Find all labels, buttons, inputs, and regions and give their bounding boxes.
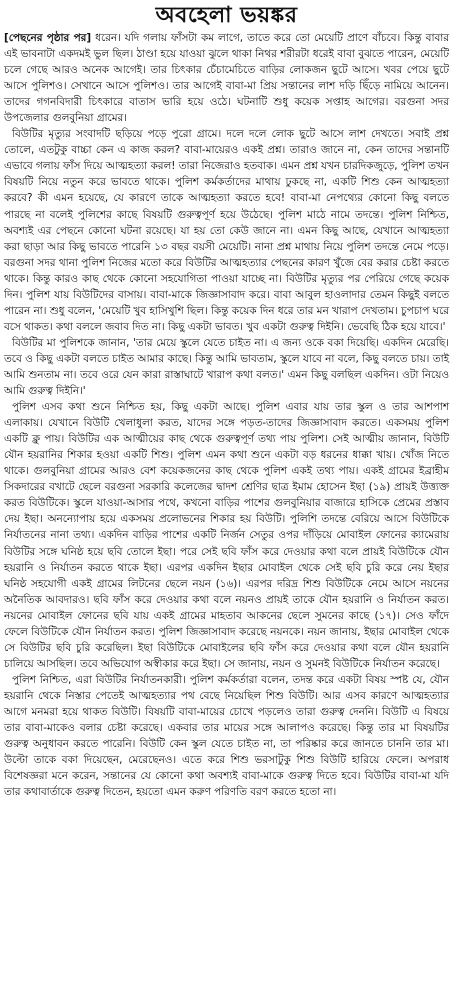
paragraph-text: ধরেন। যদি গলায় ফাঁসটা কম লাগে, তাতে করে তো মেয়েটি প্রাণে বাঁচবে। কিন্তু বাবার এই ভাবনাটা একদমই ভুল ছিল। ঠাণ্ডা হয়ে যাওয়া ঝুলে থাকা নিথর শরীরটা ধরেই বাবা বুঝতে পারেন, মেয়েটি চলে গেছে আরও অনেক আগেই। তার চিৎকার চেঁচামেচিতে বাড়ির লোকজন ছুটে আসে। খবর পেয়ে ছুটে আসে পুলিশও। সেখানে আসে পুলিশও। তার আগেই বাবা-মা প্রিয় সন্তানের লাশ দড়ি ছিঁড়ে নামিয়ে আনেন। তাদের গগনবিদারী চিৎকারে বাতাস ভারি হয়ে ওঠে। ঘটনাটি শুধু কয়েক সপ্তাহ আগের। বরগুনা সদর উপজেলার গুলবুনিয়া গ্রামের। [4, 32, 449, 125]
article-paragraph-5: পুলিশ নিশ্চিত, এরা বিউটির নির্যাতনকারী। পুলিশ কর্মকর্তারা বলেন, তদন্ত করে একটা বিষয় স্পষ্ট যে, যৌন হয়রানি থেকে নিস্তার পেতেই আত্মহত্যার পথ বেছে নিয়েছিল শিশু বিউটি। আর এসব কারণে আত্মহত্যার আগে মনমরা হয়ে থাকত বিউটি। বিষয়টি বাবা-মায়ের চোখে পড়লেও তারা গুরুত্ব দেননি। বিউটি এ বিষয়ে তার বাবা-মাকেও বলার চেষ্টা করেছে। একবার তার মায়ের সঙ্গে আলাপও করেছে। কিন্তু তার মা বিষয়টির গুরুত্ব অনুধাবন করতে পারেনি। বিউটি কেন স্কুল যেতে চাইত না, তা পরিষ্কার করে জানতে চাননি তার মা। উল্টো তাকে বকা দিয়েছেন, মেরেছেনও। এতে করে শিশু ভরসাটুকু শিশু বিউটি হারিয়ে ফেলে। অপরাধ বিশেষজ্ঞরা মনে করেন, সন্তানের যে কোনো কথা অবশ্যই বাবা-মাকে গুরুত্ব দিতে হবে। বিউটির বাবা-মা যদি তার কথাবার্তাকে গুরুত্ব দিতেন, হয়তো এমন করুণ পরিণতি বরণ করতে হতো না। [4, 673, 449, 799]
article-paragraph-3: বিউটির মা পুলিশকে জানান, 'তার মেয়ে স্কুলে যেতে চাইত না। এ জন্য ওকে বকা দিয়েছি। একদিন মেরেছি। তবে ও কিছু একটা বলতে চাইত আমার কাছে। কিন্তু আমি ভাবতাম, স্কুলে যাবে না বলে, কিছু বলতে চায়। তাই আমি শুনতাম না। তবে ওরে যেন কারা রাস্তাঘাটে খারাপ কথা বলত।' এমন কিছু বলছিল একদিন। ওটা নিয়েও আমি গুরুত্ব দিইনি।' [4, 336, 449, 398]
article-paragraph-2: বিউটির মৃত্যুর সংবাদটি ছড়িয়ে পড়ে পুরো গ্রামে। দলে দলে লোক ছুটে আসে লাশ দেখতে। সবাই প্রশ্ন তোলে, এতটুকু বাচ্চা কেন এ কাজ করল? বাবা-মায়েরও একই প্রশ্ন। তারাও জানে না, কেন তাদের সন্তানটি এভাবে গলায় ফাঁস দিয়ে আত্মহত্যা করল! তারা নিজেরাও হতবাক। এমন প্রশ্ন যখন চারদিকজুড়ে, পুলিশ তখন বিষয়টি নিয়ে নতুন করে ভাবতে থাকে। পুলিশ কর্মকর্তাদের মাথায় ঢুকছে না, একটি শিশু কেন আত্মহত্যা করবে? কী এমন হয়েছে, যে কারণে তাকে আত্মহত্যা করতে হবে! বাবা-মা নেপথ্যের কোনো কিছু বলতে পারছে না বলেই পুলিশের কাছে বিষয়টি গুরুত্বপূর্ণ হয়ে উঠেছে। পুলিশ মাঠে নামে তদন্তে। পুলিশ নিশ্চিত, অবশ্যই এর পেছনে কোনো ঘটনা রয়েছে। যা হয় তো কেউ জানে না। এমন কিছু আছে, যেখানে আত্মহত্যা করা ছাড়া আর কিছু ভাবতে পারেনি ১৩ বছর বয়সী মেয়েটি। নানা প্রশ্ন মাথায় নিয়ে পুলিশ তদন্তে নেমে পড়ে। বরগুনা সদর থানা পুলিশ নিজের মতো করে বিউটির আত্মহত্যার পেছনের কারণ খুঁজে বের করার চেষ্টা করতে থাকে। কিন্তু কারও কাছ থেকে কোনো সহযোগিতা পাওয়া যাচ্ছে না। বিউটির মৃত্যুর পর পেরিয়ে গেছে কয়েক দিন। পুলিশ যায় বিউটিদের বাসায়। বাবা-মাকে জিজ্ঞাসাবাদ করে। বাবা আবুল হাওলাদার তেমন কিছুই বলতে পারেন না। শুধু বলেন, 'মেয়েটি খুব হাসিখুশি ছিল। কিন্তু কয়েক দিন ধরে তার মন খারাপ দেখতাম। চুপচাপ ঘরে বসে থাকত। কথা বললে জবাব দিত না। কিছু একটা ভাবত। খুব একটা গুরুত্ব দিইনি। ভেবেছি ঠিক হয়ে যাবে।' [4, 128, 449, 333]
article-paragraph-4: পুলিশ এসব কথা শুনে নিশ্চিত হয়, কিছু একটা আছে। পুলিশ এবার যায় তার স্কুল ও তার আশপাশ এলাকায়। যেখানে বিউটি খেলাধুলা করত, যাদের সঙ্গে পড়ত-তাদের জিজ্ঞাসাবাদ করতে। একসময় পুলিশ একটি ক্লু পায়। বিউটির এক আত্মীয়ের কাছ থেকে গুরুত্বপূর্ণ তথ্য পায় পুলিশ। সেই আত্মীয় জানান, বিউটি যৌন হয়রানির শিকার হওয়া একটি শিশু। পুলিশ এমন কথা শুনে একটা বড় ধরনের ধাক্কা খায়। খোঁজ নিতে থাকে। গুলবুনিয়া গ্রামের আরও বেশ কয়েকজনের কাছ থেকে পুলিশ একই তথ্য পায়। একই গ্রামের ইব্রাহীম সিকদারের বখাটে ছেলে বরগুনা সরকারি কলেজের দ্বাদশ শ্রেণির ছাত্র ইমাম হোসেন ইছা (১৯) প্রায়ই উত্ত্যক্ত করত বিউটিকে। স্কুলে যাওয়া-আসার পথে, কখনো বাড়ির পাশের গুলবুনিয়ার বাজারে হাসিকে প্রেমের প্রস্তাব দেয় ইছা। অনন্যোপায় হয়ে একসময় প্রলোভনের শিকার হয় বিউটি। পুলিশি তদন্তে বেরিয়ে আসে বিউটিকে নির্যাতনের নানা তথ্য। একদিন বাড়ির পাশের একটি নির্জন সেতুর ওপর দাঁড়িয়ে মোবাইল ফোনের ক্যামেরায় বিউটির সঙ্গে ঘনিষ্ঠ হয়ে ছবি তোলে ইছা। পরে সেই ছবি ফাঁস করে দেওয়ার কথা বলে প্রায়ই বিউটিকে যৌন হয়রানি ও নির্যাতন করতে থাকে ইছা। এরপর একদিন ইছার মোবাইল থেকে সেই ছবি চুরি করে নেয় ইছার ঘনিষ্ঠ সহযোগী একই গ্রামের লিটনের ছেলে নয়ন (১৬)। এরপর দরিদ্র শিশু বিউটিকে নেমে আসে নয়নের অনৈতিক আবদারও। ছবি ফাঁস করে দেওয়ার কথা বলে নয়নও প্রায়ই তাকে যৌন হয়রানি ও নির্যাতন করত। নয়নের মোবাইল ফোনের ছবি যায় একই গ্রামের মাহতাব আকনের ছেলে সুমনের কাছে (১৭)। সেও ফাঁদে ফেলে বিউটিকে যৌন নির্যাতন করত। পুলিশ জিজ্ঞাসাবাদ করেছে নয়নকে। নয়ন জানায়, ইছার মোবাইল থেকে সে বিউটির ছবি চুরি করেছিল। ইছা বিউটিকে মোবাইলের ছবি ফাঁস করে দেওয়ার কথা বলে যৌন হয়রানি চালিয়ে আসছিল। তবে অভিযোগ অস্বীকার করে ইছা। সে জানায়, নয়ন ও সুমনই বিউটিকে নির্যাতন করেছে। [4, 401, 449, 670]
article-body [4, 30, 449, 800]
continued-from-label: [পেছনের পৃষ্ঠার পর] [4, 32, 92, 44]
article-paragraph-1 [4, 30, 449, 126]
article-headline: অবহেলা ভয়ঙ্কর [155, 2, 298, 28]
